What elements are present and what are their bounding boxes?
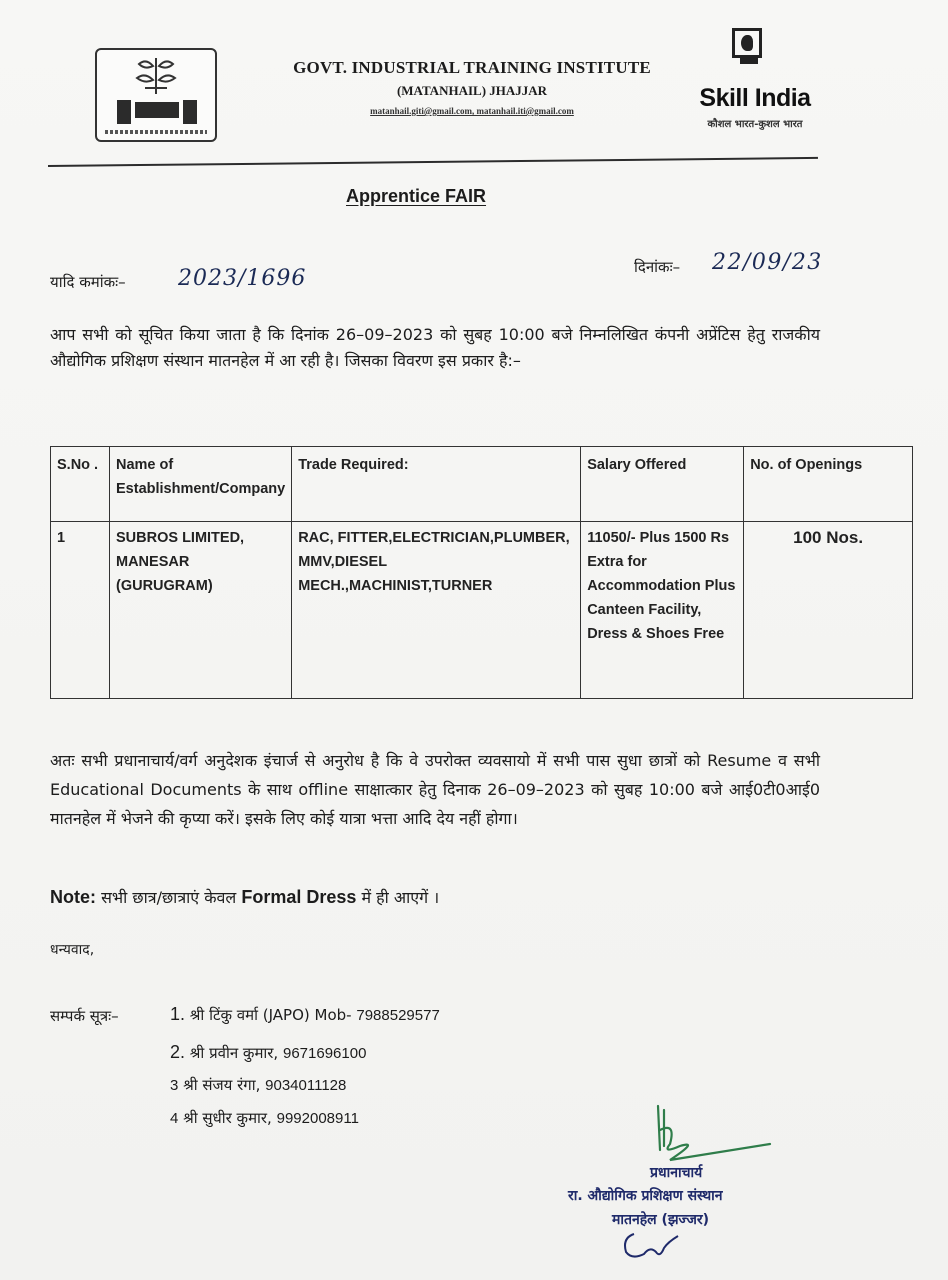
intro-paragraph: आप सभी को सूचित किया जाता है कि दिनांक 26–09–2023 को सुबह 10:00 बजे निम्नलिखित कंपनी अप्रेंटिस हेतु राजकीय औद्योगिक प्रशिक्षण संस्थान मातनहेल में आ रही है। जिसका विवरण इस प्रकार है:– <box>50 325 820 370</box>
signatory-designation: प्रधानाचार्य <box>650 1165 703 1181</box>
reference-number: 2023/1696 <box>178 266 307 291</box>
table-row <box>51 522 913 699</box>
institute-emails[interactable]: matanhail.giti@gmail.com, matanhail.iti@gmail.com <box>370 106 574 116</box>
initials-icon <box>620 1228 680 1264</box>
contact-name: श्री प्रवीन कुमार, <box>189 1044 279 1062</box>
cell-sno: 1 <box>51 522 110 699</box>
institute-location: (MATANHAIL) JHAJJAR <box>396 83 548 98</box>
signatory-location: मातनहेल (झज्जर) <box>612 1212 710 1228</box>
col-header-salary: Salary Offered <box>581 447 744 522</box>
col-header-trade: Trade Required: <box>292 447 581 522</box>
note-text-after: में ही आएगें । <box>356 888 440 907</box>
contact-phone[interactable]: 9992008911 <box>276 1110 359 1127</box>
cell-openings: 100 Nos. <box>744 522 913 699</box>
contact-item <box>170 1004 440 1025</box>
contact-item <box>170 1042 366 1063</box>
contact-phone[interactable]: 9671696100 <box>282 1045 367 1062</box>
signature-mark-icon <box>640 1100 780 1170</box>
cell-company: SUBROS LIMITED, MANESAR (GURUGRAM) <box>110 522 292 699</box>
institute-name: GOVT. INDUSTRIAL TRAINING INSTITUTE <box>293 58 651 77</box>
contact-number: 4 <box>170 1110 179 1127</box>
contact-phone[interactable]: 7988529577 <box>356 1007 440 1024</box>
signatory-institute: रा. औद्योगिक प्रशिक्षण संस्थान <box>568 1188 723 1204</box>
contact-item <box>170 1075 346 1095</box>
contact-number: 1. <box>170 1004 186 1024</box>
gear-emblem-icon <box>131 56 181 96</box>
contact-phone[interactable]: 9034011128 <box>265 1077 347 1094</box>
reference-label: यादि कमांकः– <box>50 273 126 291</box>
col-header-company: Name of Establishment/Company <box>110 447 292 522</box>
contact-number: 3 <box>170 1077 179 1094</box>
request-paragraph: अतः सभी प्रधानाचार्य/वर्ग अनुदेशक इंचार्ज से अनुरोध है कि वे उपरोक्त व्यवसायो में सभी पास सुधा छात्रों को Resume व सभी Educational Documents के साथ offline साक्षात्कार हेतु दिनाक 26–09–2023 को सुबह 10:00 बजे आई0टी0आई0 मातनहेल में भेजने की कृप्या करें। इसके लिए कोई यात्रा भत्ता आदि देय नहीं होगा। <box>50 751 820 828</box>
thanks: धन्यवाद, <box>50 942 95 958</box>
col-header-sno: S.No . <box>51 447 110 522</box>
cell-trades: RAC, FITTER,ELECTRICIAN,PLUMBER, MMV,DIESEL MECH.,MACHINIST,TURNER <box>292 522 581 699</box>
date-label: दिनांकः– <box>634 258 681 276</box>
skill-india-logo <box>690 26 820 136</box>
contact-name: श्री संजय रंगा, <box>183 1076 261 1094</box>
monitor-icon <box>732 28 762 58</box>
document-title: Apprentice FAIR <box>346 186 487 206</box>
col-header-openings: No. of Openings <box>744 447 913 522</box>
contact-name: श्री सुधीर कुमार, <box>183 1109 272 1127</box>
iti-tagline <box>105 130 207 134</box>
contact-item <box>170 1108 359 1128</box>
contact-number: 2. <box>170 1042 186 1062</box>
contact-name: श्री टिंकु वर्मा (JAPO) Mob- <box>189 1006 352 1024</box>
skill-india-tagline: कौशल भारत-कुशल भारत <box>707 119 803 130</box>
openings-table <box>50 446 913 699</box>
note-text-before: सभी छात्र/छात्राएं केवल <box>96 888 242 907</box>
table-header-row <box>51 447 913 522</box>
iti-wordmark <box>111 100 203 124</box>
skill-india-title: Skill India <box>699 84 811 112</box>
date-value: 22/09/23 <box>712 250 823 275</box>
contacts-label: सम्पर्क सूत्रः– <box>50 1007 119 1025</box>
note <box>50 886 439 908</box>
note-emphasis: Formal Dress <box>241 887 357 907</box>
iti-logo <box>95 48 217 142</box>
note-label: Note: <box>50 887 96 907</box>
monitor-stand-icon <box>740 58 758 64</box>
cell-salary: 11050/- Plus 1500 Rs Extra for Accommodation Plus Canteen Facility, Dress & Shoes Free <box>581 522 744 699</box>
header-divider <box>48 157 818 167</box>
